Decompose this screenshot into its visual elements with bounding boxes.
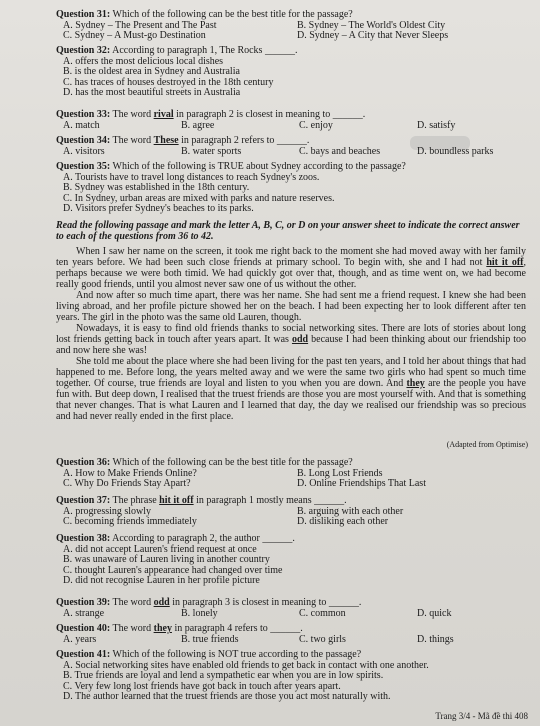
q41-option-c[interactable]: C. Very few long lost friends have got back in touch after years apart. xyxy=(63,680,341,692)
q33-stem-2: in paragraph 2 is closest in meaning to ______. xyxy=(176,109,366,120)
word-odd: odd xyxy=(291,334,309,345)
paragraph-4-text-a: She told me about the place where she had been living for the past ten years, and I told her about things that had happened to me. Before long, the years melted away and we were the same two girls who had spent so much time together. Of course, true friends are loyal and listen to you when you are down. And xyxy=(56,356,526,389)
q35-option-b[interactable]: B. Sydney was established in the 18th century. xyxy=(63,182,250,194)
q38-option-d[interactable]: D. did not recognise Lauren in her profile picture xyxy=(63,575,260,587)
q37-option-b[interactable]: B. arguing with each other xyxy=(297,505,404,517)
q32-option-c[interactable]: C. has traces of houses destroyed in the 18th century xyxy=(63,76,274,88)
reading-instruction: Read the following passage and mark the letter A, B, C, or D on your answer sheet to indicate the correct answer to each of the questions from 36 to 42. xyxy=(56,220,520,242)
q35-label: Question 35: xyxy=(56,161,111,172)
q39-option-c[interactable]: C. common xyxy=(299,607,346,619)
paragraph-2: And now after so much time apart, there was her name. She had sent me a friend request. I knew she had been living abroad, and her profile picture showed her on the beach. I had been expecting her to look different after ten years. The girl in the photo was the same old Lauren, though. xyxy=(56,290,526,323)
q40-keyword: they xyxy=(153,623,172,634)
q39-stem-2: in paragraph 3 is closest in meaning to ______. xyxy=(172,597,362,608)
question-35 xyxy=(56,162,526,215)
q34-option-c[interactable]: C. bays and beaches xyxy=(299,145,381,157)
q31-option-a[interactable]: A. Sydney – The Present and The Past xyxy=(63,19,217,31)
q41-option-a[interactable]: A. Social networking sites have enabled old friends to get back in contact with one another. xyxy=(63,659,429,671)
q39-label: Question 39: xyxy=(56,597,111,608)
q39-option-b[interactable]: B. lonely xyxy=(181,607,218,619)
q35-option-c[interactable]: C. In Sydney, urban areas are mixed with parks and nature reserves. xyxy=(63,192,335,204)
source-credit: (Adapted from Optimise) xyxy=(446,440,528,449)
question-38 xyxy=(56,534,526,587)
paragraph-3-text-a: Nowadays, it is easy to find old friends thanks to social networking sites. There are lots of stories about long lost friends getting back in touch after years apart. It was xyxy=(56,323,526,345)
question-39 xyxy=(56,598,526,619)
word-they: they xyxy=(406,378,425,389)
paragraph-3-text-b: because I had been thinking about our friendship too and now here she was! xyxy=(56,334,527,356)
q31-option-b[interactable]: B. Sydney – The World's Oldest City xyxy=(297,19,446,31)
q37-label: Question 37: xyxy=(56,495,111,506)
q33-option-d[interactable]: D. satisfy xyxy=(417,119,456,131)
question-41 xyxy=(56,650,526,703)
q34-stem-1: The word xyxy=(112,135,152,146)
q36-option-b[interactable]: B. Long Lost Friends xyxy=(297,467,383,479)
question-33 xyxy=(56,110,526,131)
q36-stem: Which of the following can be the best title for the passage? xyxy=(112,457,353,468)
q34-keyword: These xyxy=(153,135,179,146)
q34-label: Question 34: xyxy=(56,135,111,146)
q41-option-b[interactable]: B. True friends are loyal and lend a sympathetic ear when you are in low spirits. xyxy=(63,670,384,682)
q38-option-b[interactable]: B. was unaware of Lauren living in another country xyxy=(63,554,270,566)
paragraph-4 xyxy=(56,356,526,422)
question-40 xyxy=(56,624,526,645)
q40-option-c[interactable]: C. two girls xyxy=(299,633,346,645)
q41-label: Question 41: xyxy=(56,649,111,660)
q36-option-a[interactable]: A. How to Make Friends Online? xyxy=(63,467,197,479)
paragraph-1-text-a: When I saw her name on the screen, it took me right back to the moment she had moved away with her family ten years before. We had been such close friends at primary school. To begin with, she and I had not xyxy=(56,246,526,268)
q37-option-a[interactable]: A. progressing slowly xyxy=(63,505,152,517)
q40-label: Question 40: xyxy=(56,623,111,634)
q38-label: Question 38: xyxy=(56,533,111,544)
paragraph-4-text-b: are the people you have fun with. But deep down, I realised that the truest friends are those you are most yourself with. And that is something that never changes. That is what Lauren and I learned that day, the day we realised our friendship was so precious and had never really ended in the first place. xyxy=(56,378,527,422)
q38-stem: According to paragraph 2, the author ______. xyxy=(112,533,295,544)
q34-stem-2: in paragraph 2 refers to ______. xyxy=(181,135,310,146)
paragraph-1-text-b: , perhaps because we were both timid. We had quickly got over that, though, and as time went on, we had become really good friends, until you almost never saw one of us without the other. xyxy=(56,257,527,290)
q40-option-b[interactable]: B. true friends xyxy=(181,633,239,645)
q40-stem-2: in paragraph 4 refers to ______. xyxy=(174,623,303,634)
q33-option-b[interactable]: B. agree xyxy=(181,119,215,131)
q37-stem-2: in paragraph 1 mostly means ______. xyxy=(196,495,347,506)
q40-option-d[interactable]: D. things xyxy=(417,633,454,645)
q32-label: Question 32: xyxy=(56,45,111,56)
question-32 xyxy=(56,46,526,99)
q38-option-c[interactable]: C. thought Lauren's appearance had changed over time xyxy=(63,564,283,576)
paragraph-1 xyxy=(56,246,526,290)
q37-keyword: hit it off xyxy=(159,495,194,506)
q31-option-d[interactable]: D. Sydney – A City that Never Sleeps xyxy=(297,30,449,42)
q36-option-c[interactable]: C. Why Do Friends Stay Apart? xyxy=(63,478,191,490)
reading-passage xyxy=(56,246,526,422)
q31-option-c[interactable]: C. Sydney – A Must-go Destination xyxy=(63,30,206,42)
q37-option-d[interactable]: D. disliking each other xyxy=(297,516,389,528)
q33-option-c[interactable]: C. enjoy xyxy=(299,119,333,131)
q34-option-b[interactable]: B. water sports xyxy=(181,145,242,157)
q39-stem-1: The word xyxy=(112,597,152,608)
q34-option-a[interactable]: A. visitors xyxy=(63,145,105,157)
q39-keyword: odd xyxy=(153,597,170,608)
q33-option-a[interactable]: A. match xyxy=(63,119,100,131)
q40-option-a[interactable]: A. years xyxy=(63,633,97,645)
q39-option-d[interactable]: D. quick xyxy=(417,607,452,619)
q40-stem-1: The word xyxy=(112,623,152,634)
q39-option-a[interactable]: A. strange xyxy=(63,607,105,619)
paragraph-3 xyxy=(56,323,526,356)
q31-stem: Which of the following can be the best title for the passage? xyxy=(112,9,353,20)
question-37 xyxy=(56,496,526,528)
q35-option-d[interactable]: D. Visitors prefer Sydney's beaches to its parks. xyxy=(63,203,254,215)
q38-option-a[interactable]: A. did not accept Lauren's friend request at once xyxy=(63,543,257,555)
q35-stem: Which of the following is TRUE about Sydney according to the passage? xyxy=(112,161,406,172)
q31-label: Question 31: xyxy=(56,9,111,20)
q33-stem-1: The word xyxy=(112,109,152,120)
q32-option-d[interactable]: D. has the most beautiful streets in Australia xyxy=(63,87,241,99)
q34-option-d[interactable]: D. boundless parks xyxy=(417,145,494,157)
q32-stem: According to paragraph 1, The Rocks ______. xyxy=(112,45,298,56)
page-footer: Trang 3/4 - Mã đề thi 408 xyxy=(435,711,528,722)
q36-label: Question 36: xyxy=(56,457,111,468)
q41-option-d[interactable]: D. The author learned that the truest friends are those you act most naturally with. xyxy=(63,691,391,703)
q33-label: Question 33: xyxy=(56,109,111,120)
phrase-hit-it-off: hit it off xyxy=(486,257,524,268)
question-31 xyxy=(56,10,526,42)
question-34 xyxy=(56,136,526,157)
question-36 xyxy=(56,458,526,490)
q33-keyword: rival xyxy=(153,109,174,120)
q37-option-c[interactable]: C. becoming friends immediately xyxy=(63,516,197,528)
q32-option-b[interactable]: B. is the oldest area in Sydney and Australia xyxy=(63,66,240,78)
q32-option-a[interactable]: A. offers the most delicious local dishes xyxy=(63,55,224,67)
q35-option-a[interactable]: A. Tourists have to travel long distances to reach Sydney's zoos. xyxy=(63,171,320,183)
q41-stem: Which of the following is NOT true according to the passage? xyxy=(112,649,362,660)
q36-option-d[interactable]: D. Online Friendships That Last xyxy=(297,478,426,490)
q37-stem-1: The phrase xyxy=(112,495,157,506)
